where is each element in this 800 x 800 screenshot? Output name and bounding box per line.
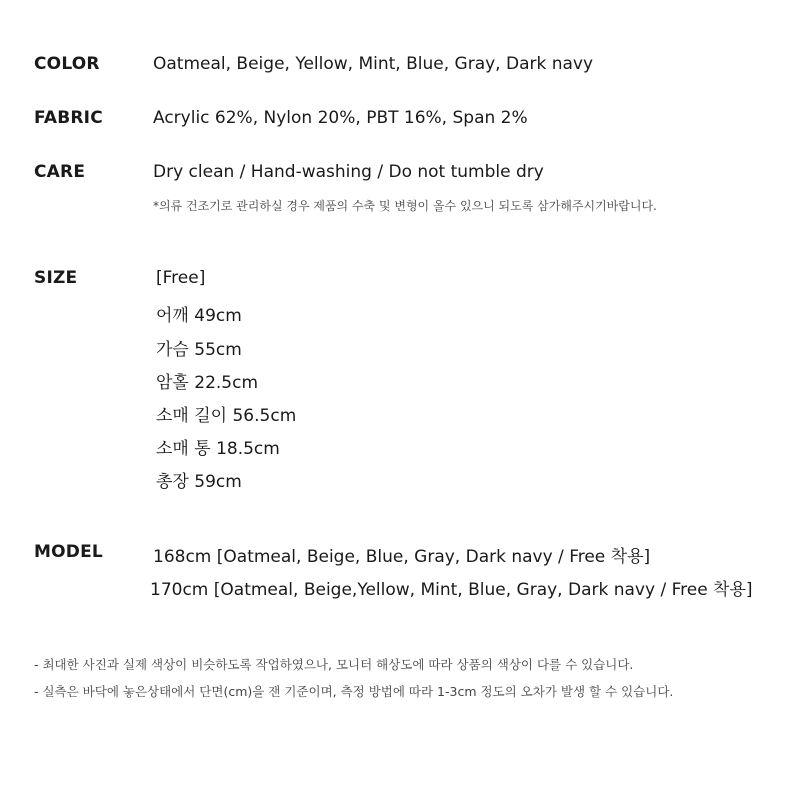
- footer-note-color: - 최대한 사진과 실제 색상이 비슷하도록 작업하였으나, 모니터 해상도에 따라 상품의 색상이 다를 수 있습니다.: [34, 657, 634, 672]
- model-label: MODEL: [34, 542, 103, 562]
- size-label: SIZE: [34, 268, 78, 288]
- care-value: Dry clean / Hand-washing / Do not tumble dry: [153, 162, 544, 182]
- care-label: CARE: [34, 162, 86, 182]
- size-line-chest: 가슴 55cm: [156, 340, 242, 360]
- model-line-170: 170cm [Oatmeal, Beige,Yellow, Mint, Blue, Gray, Dark navy / Free 착용]: [150, 580, 753, 600]
- color-label: COLOR: [34, 54, 100, 74]
- fabric-value: Acrylic 62%, Nylon 20%, PBT 16%, Span 2%: [153, 108, 528, 128]
- size-line-sleeve-width: 소매 통 18.5cm: [156, 439, 280, 459]
- footer-note-measure: - 실측은 바닥에 놓은상태에서 단면(cm)을 잰 기준이며, 측정 방법에 따라 1-3cm 정도의 오차가 발생 할 수 있습니다.: [34, 684, 674, 699]
- size-line-free: [Free]: [156, 268, 206, 288]
- size-line-armhole: 암홀 22.5cm: [156, 373, 259, 393]
- care-note: *의류 건조기로 관리하실 경우 제품의 수축 및 변형이 올수 있으니 되도록 삼가해주시기바랍니다.: [153, 199, 657, 213]
- color-value: Oatmeal, Beige, Yellow, Mint, Blue, Gray, Dark navy: [153, 54, 594, 74]
- size-line-total-length: 총장 59cm: [156, 472, 242, 492]
- size-line-shoulder: 어깨 49cm: [156, 306, 242, 326]
- size-line-sleeve-length: 소매 길이 56.5cm: [156, 406, 297, 426]
- fabric-label: FABRIC: [34, 108, 103, 128]
- model-line-168: 168cm [Oatmeal, Beige, Blue, Gray, Dark navy / Free 착용]: [153, 547, 651, 567]
